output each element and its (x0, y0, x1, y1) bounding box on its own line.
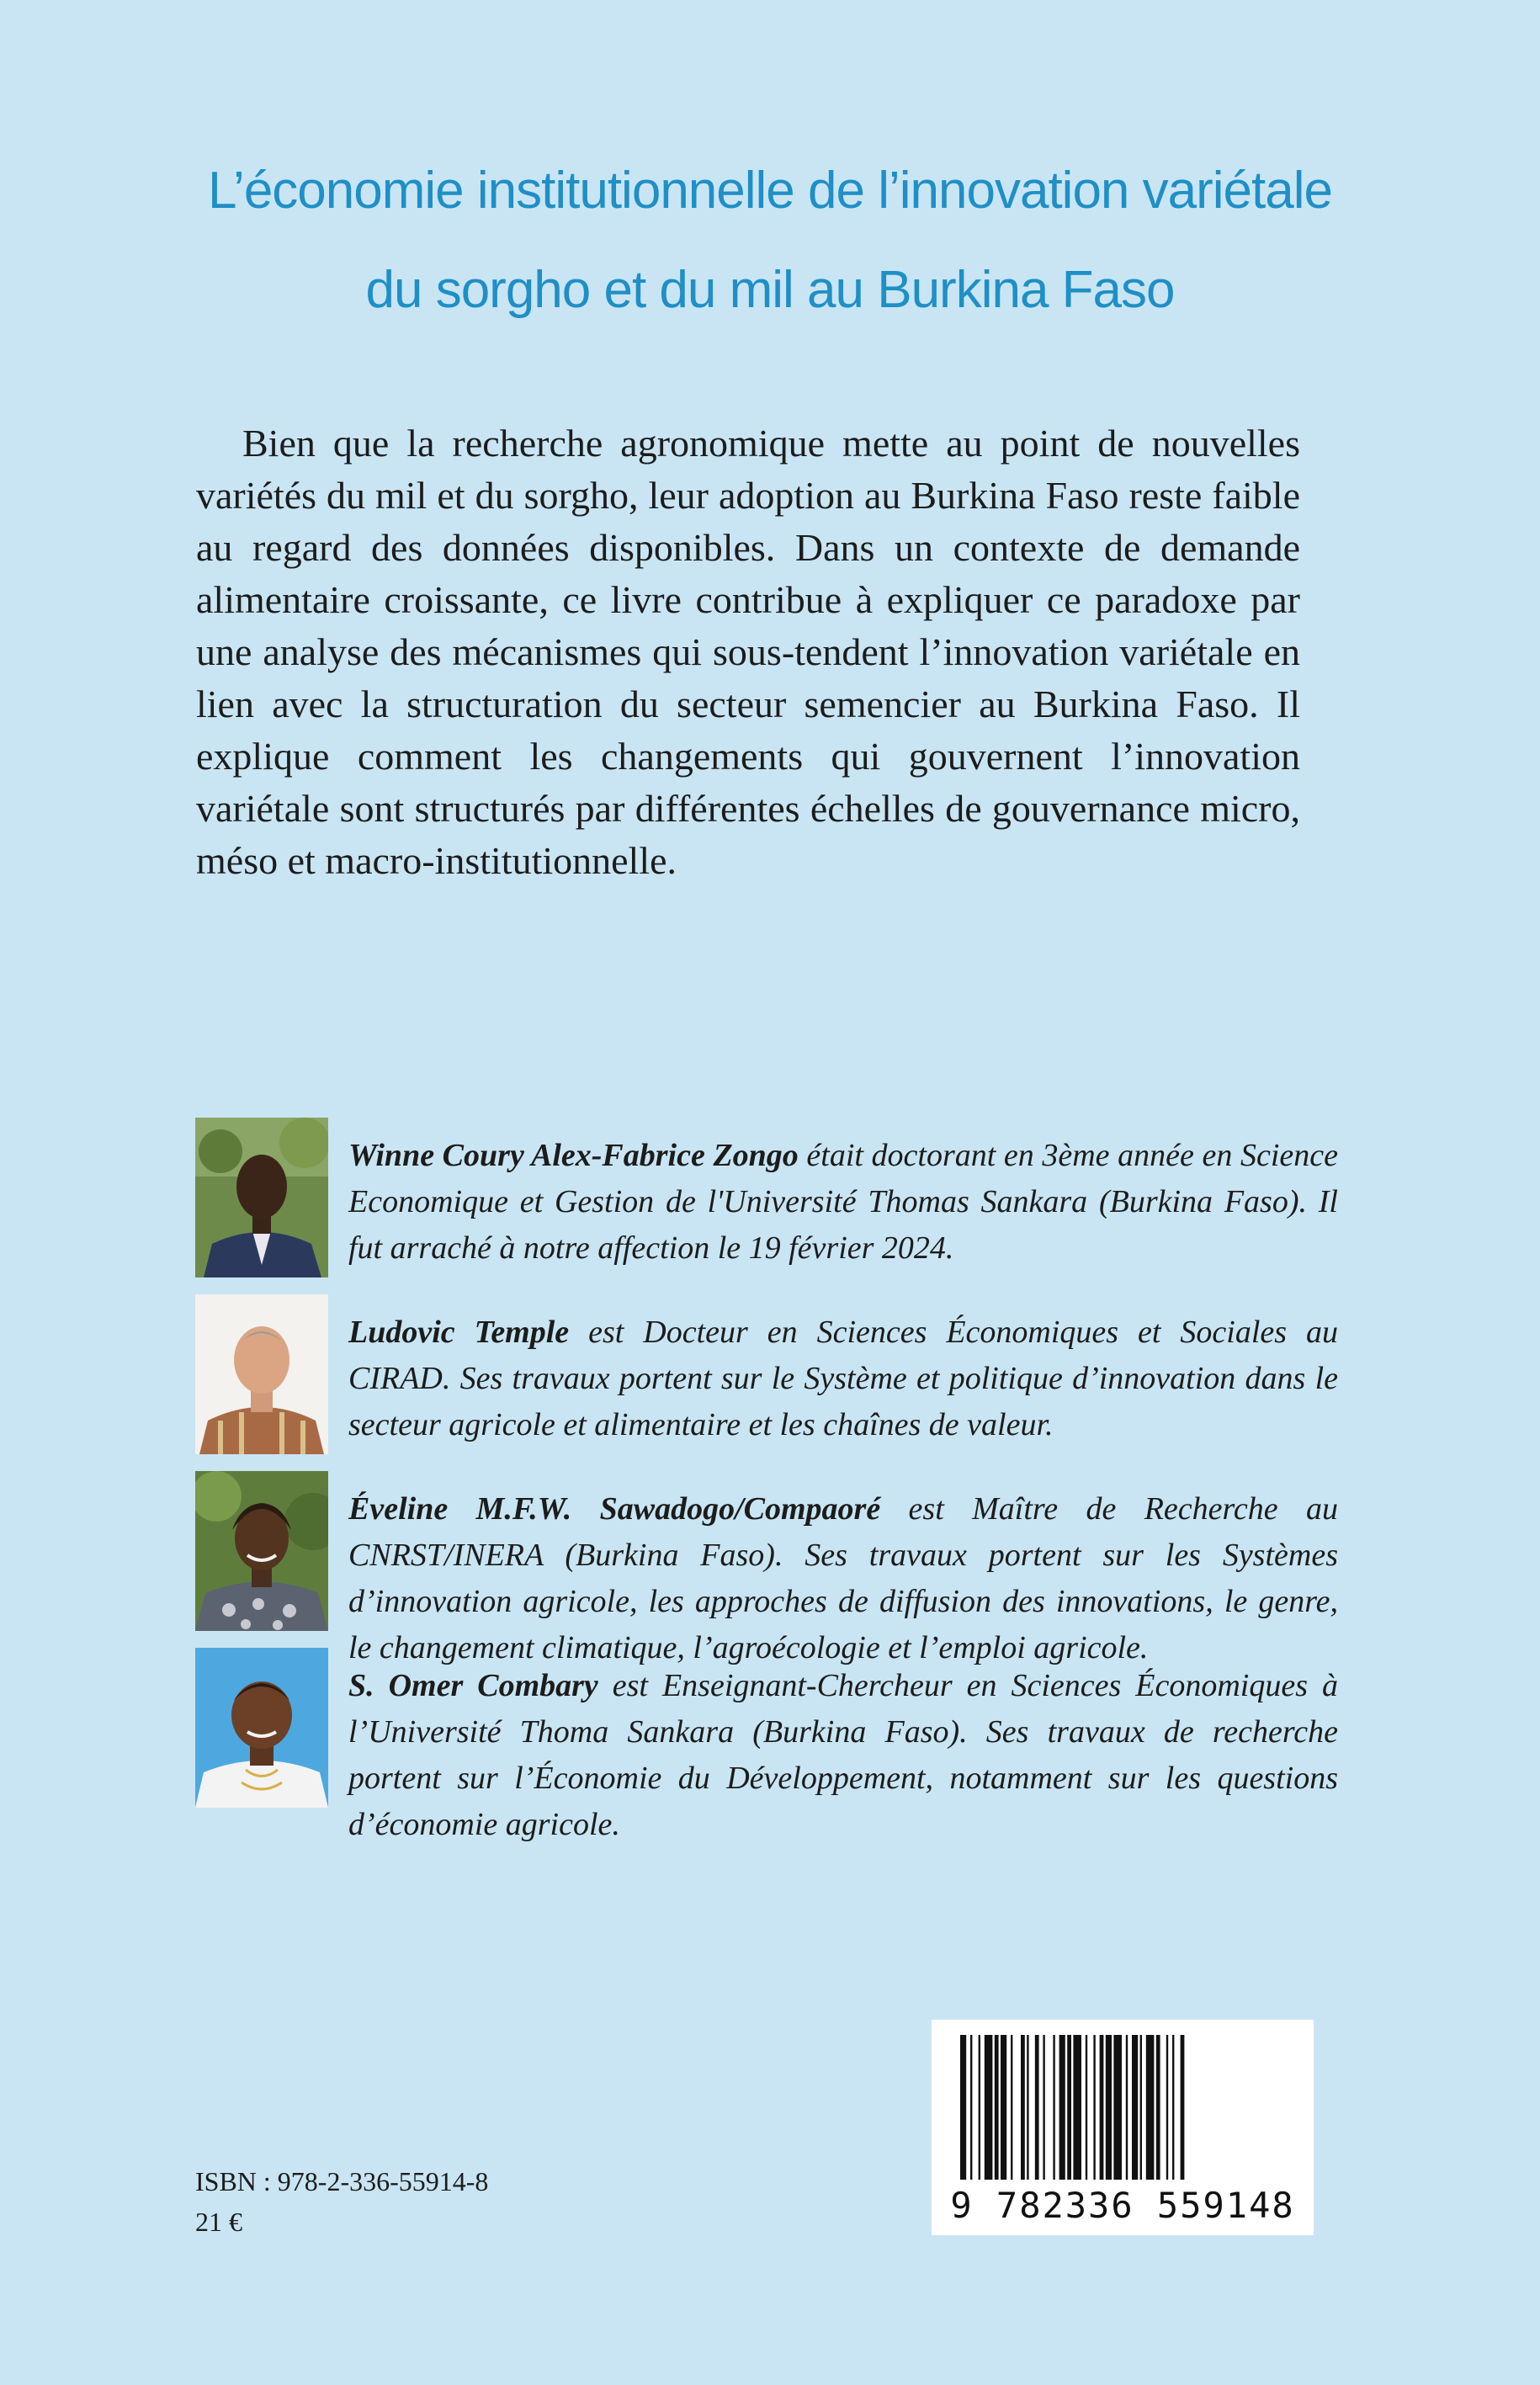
barcode (932, 2020, 1314, 2235)
author-name-zongo: Winne Coury Alex-Fabrice Zongo (348, 1138, 799, 1173)
author-photo-sawadogo (195, 1471, 328, 1631)
book-title (126, 141, 1414, 340)
author-entry-zongo (195, 1118, 1340, 1277)
author-entry-temple (195, 1294, 1340, 1454)
barcode-digits: 9 782336 559148 (950, 2185, 1295, 2226)
author-entry-combary (195, 1648, 1340, 1842)
author-bio-sawadogo: Éveline M.F.W. Sawadogo/Compaoré est Maître de Recherche au CNRST/INERA (Burkina Faso). Ses travaux portent sur les Systèmes d’innovation agricole, les approches de diffusion des innovations, le genre, le changement climatique, l’agroécologie et l’emploi agricole. (348, 1491, 1338, 1665)
book-title-line-2: du sorgho et du mil au Burkina Faso (365, 261, 1175, 319)
isbn-label: ISBN : 978-2-336-55914-8 (195, 2166, 489, 2196)
author-name-combary: S. Omer Combary (348, 1668, 598, 1703)
price-label: 21 € (195, 2207, 242, 2237)
author-photo-combary (195, 1648, 328, 1808)
author-name-sawadogo: Éveline M.F.W. Sawadogo/Compaoré (348, 1491, 881, 1527)
author-bio-temple: Ludovic Temple est Docteur en Sciences Économiques et Sociales au CIRAD. Ses travaux portent sur le Système et politique d’innovation dans le secteur agricole et alimentaire et les chaînes de valeur. (348, 1315, 1338, 1442)
author-photo-zongo (195, 1118, 328, 1277)
author-entry-sawadogo (195, 1471, 1340, 1665)
author-photo-temple (195, 1294, 328, 1454)
book-summary: Bien que la recherche agronomique mette au point de nouvelles variétés du mil et du sorgho, leur adoption au Burkina Faso reste faible au regard des données disponibles. Dans un contexte de demande alimentaire croissante, ce livre contribue à expliquer ce paradoxe par une analyse des mécanismes qui sous-tendent l’innovation variétale en lien avec la structuration du secteur semencier au Burkina Faso. Il explique comment les changements qui gouvernent l’innovation variétale sont structurés par différentes échelles de gouvernance micro, méso et macro-institutionnelle. (196, 422, 1300, 882)
book-title-line-1: L’économie institutionnelle de l’innovation variétale (207, 162, 1332, 220)
barcode-bars (960, 2035, 1285, 2180)
author-name-temple: Ludovic Temple (348, 1315, 570, 1350)
author-bio-combary: S. Omer Combary est Enseignant-Chercheur en Sciences Économiques à l’Université Thoma Sankara (Burkina Faso). Ses travaux de recherche portent sur l’Économie du Développement, notamment sur les questions d’économie agricole. (348, 1668, 1338, 1842)
author-bio-zongo: Winne Coury Alex-Fabrice Zongo était doctorant en 3ème année en Science Economique et Gestion de l'Université Thomas Sankara (Burkina Faso). Il fut arraché à notre affection le 19 février 2024. (348, 1138, 1338, 1266)
